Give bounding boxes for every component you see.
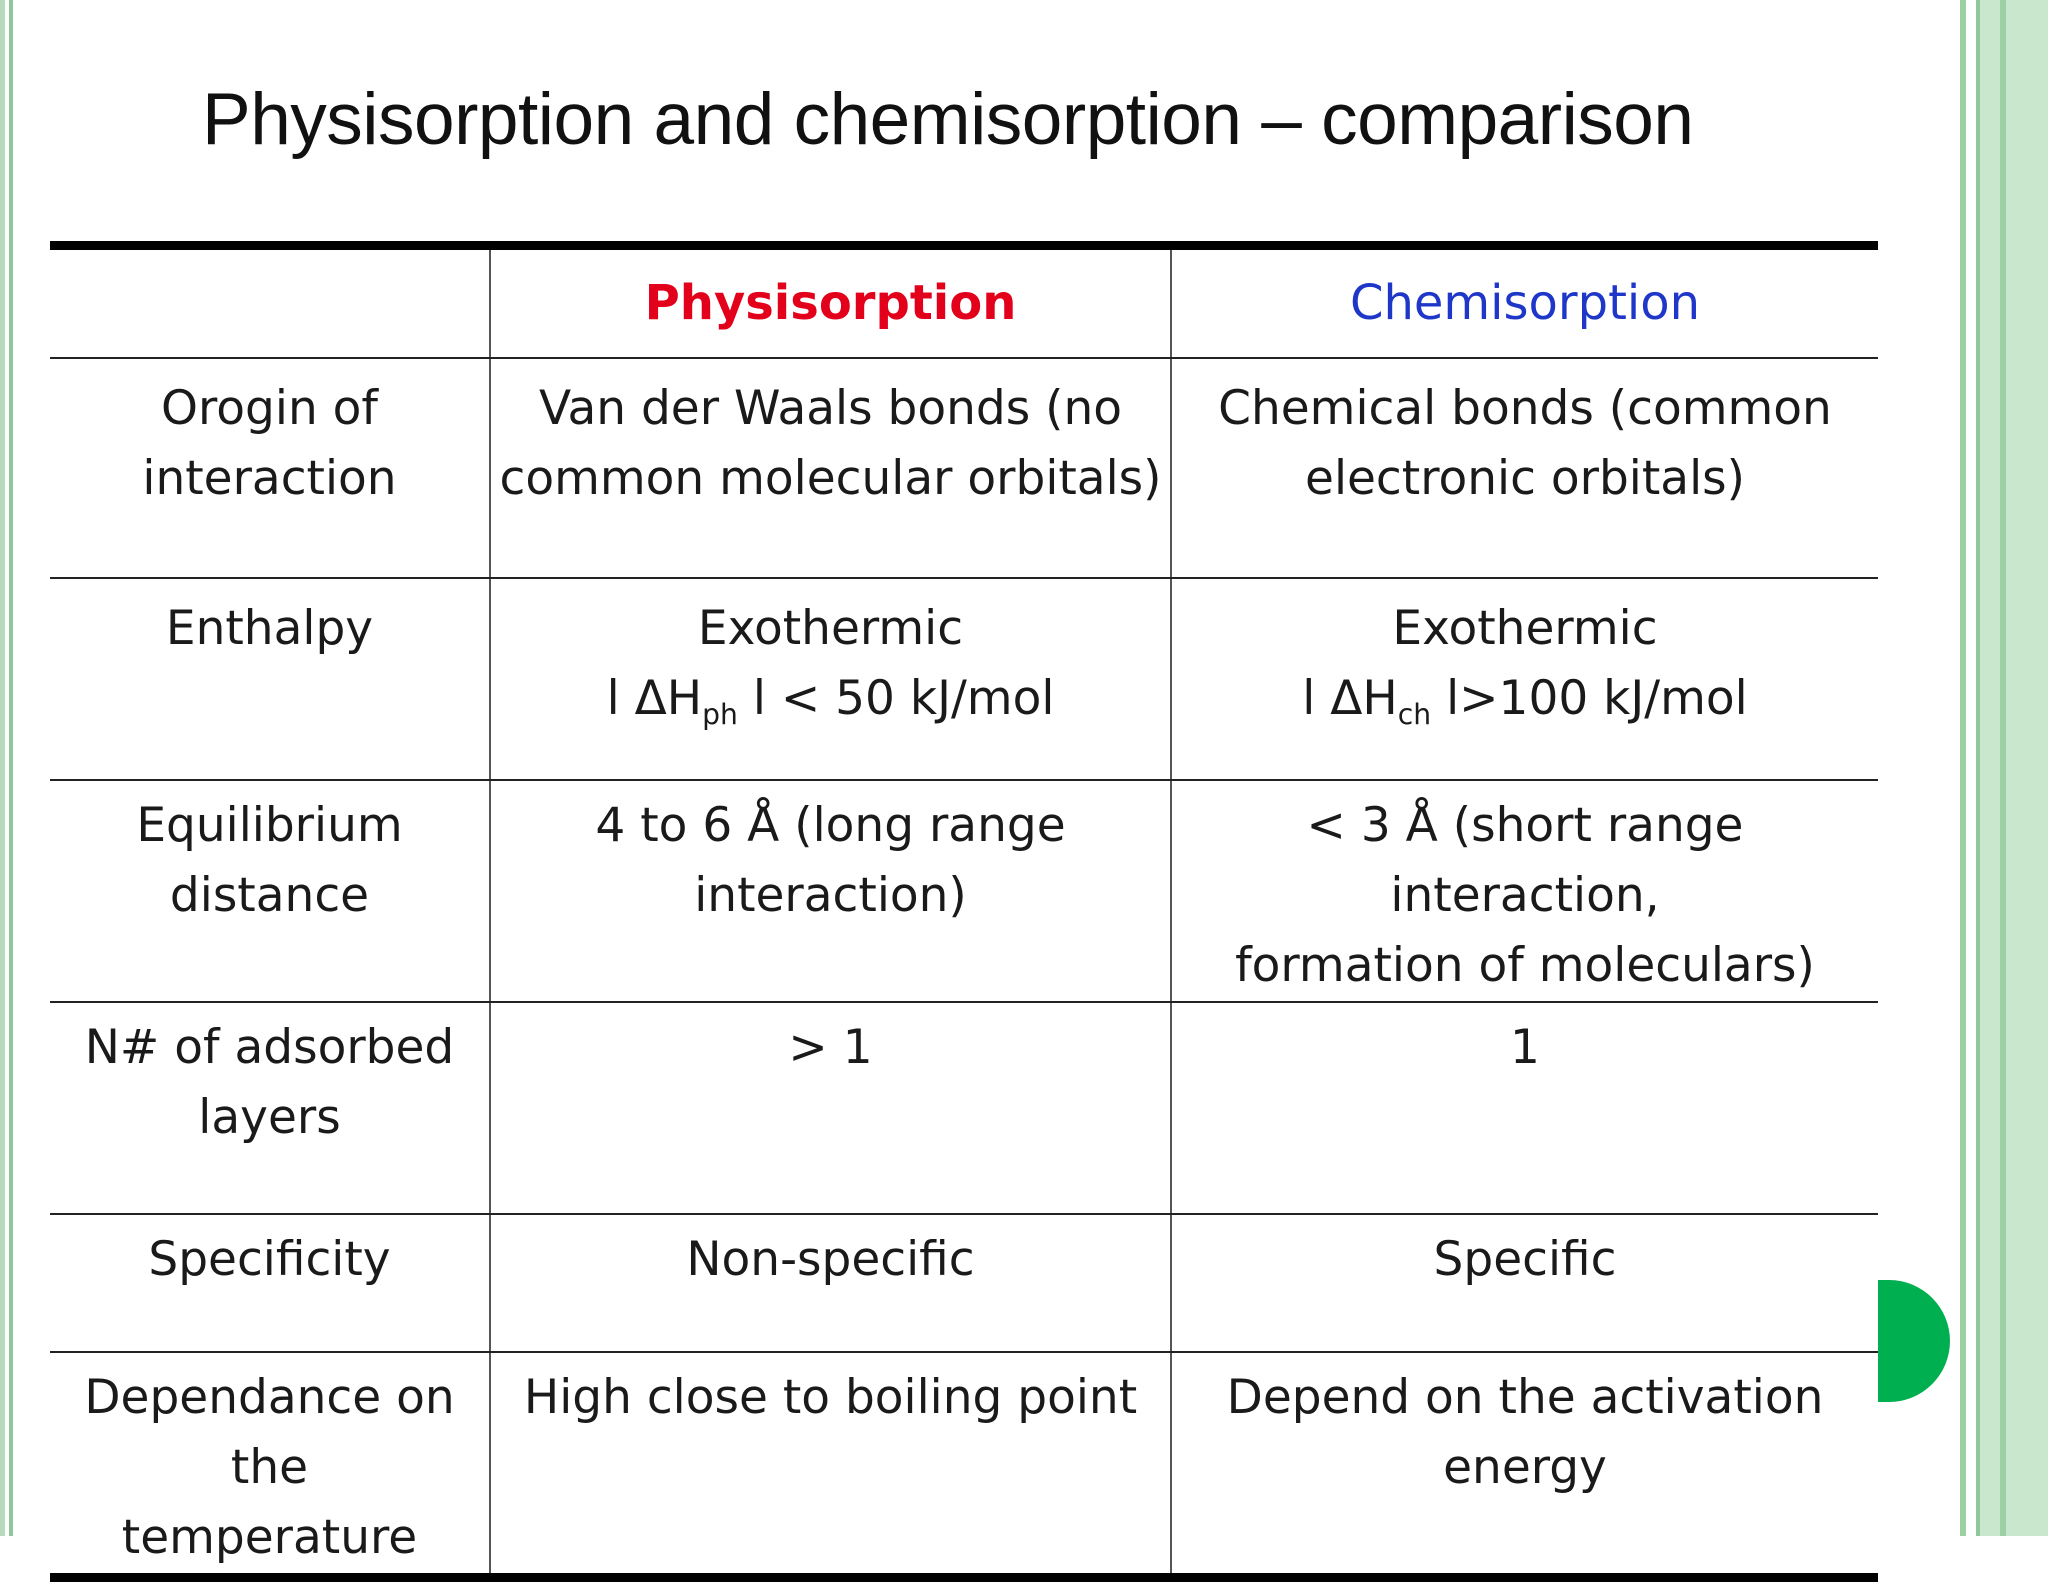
table-row-temperature-dependance <box>50 1352 1878 1578</box>
formula-prefix: l ΔH <box>606 670 703 726</box>
formula-subscript: ch <box>1397 697 1432 731</box>
cell-line: Depend on the activation <box>1226 1369 1824 1425</box>
chemisorption-cell <box>1171 1002 1878 1214</box>
row-label-line: interaction <box>142 450 397 506</box>
formula-suffix: l>100 kJ/mol <box>1431 670 1748 726</box>
row-label <box>50 358 490 578</box>
cell-line: < 3 Å (short range interaction, <box>1306 797 1744 923</box>
header-empty-cell <box>50 246 490 358</box>
row-label <box>50 578 490 780</box>
row-label-line: temperature <box>121 1509 418 1565</box>
chemisorption-cell <box>1171 1352 1878 1578</box>
chemisorption-cell <box>1171 780 1878 1002</box>
table-row-origin <box>50 358 1878 578</box>
formula-suffix: l < 50 kJ/mol <box>737 670 1055 726</box>
slide-right-frame <box>1960 0 2048 1536</box>
chemisorption-cell <box>1171 578 1878 780</box>
row-label-line: Enthalpy <box>165 600 374 656</box>
cell-line: Non-specific <box>686 1231 975 1287</box>
physisorption-cell <box>490 358 1171 578</box>
chemisorption-cell <box>1171 1214 1878 1352</box>
cell-line: energy <box>1443 1439 1607 1495</box>
cell-line: Van der Waals bonds (no <box>538 380 1123 436</box>
cell-line: Exothermic <box>697 600 964 656</box>
cell-line: common molecular orbitals) <box>499 450 1162 506</box>
physisorption-cell <box>490 1002 1171 1214</box>
table-row-equilibrium-distance <box>50 780 1878 1002</box>
comparison-table <box>50 241 1878 1582</box>
cell-line: Specific <box>1433 1231 1617 1287</box>
row-label <box>50 1352 490 1578</box>
cell-line: > 1 <box>788 1019 873 1075</box>
row-label-line: Orogin of <box>161 380 378 436</box>
cell-line: interaction) <box>694 867 967 923</box>
chemisorption-cell <box>1171 358 1878 578</box>
row-label-line: distance <box>169 867 370 923</box>
table-row-enthalpy <box>50 578 1878 780</box>
formula-prefix: l ΔH <box>1302 670 1398 726</box>
formula-subscript: ph <box>702 697 738 731</box>
slide-title: Physisorption and chemisorption – comparison <box>202 79 1694 160</box>
table-row-adsorbed-layers <box>50 1002 1878 1214</box>
enthalpy-formula <box>1176 664 1874 734</box>
cell-line: High close to boiling point <box>523 1369 1138 1425</box>
row-label-line: N# of adsorbed <box>84 1019 455 1075</box>
row-label-line: Equilibrium <box>136 797 403 853</box>
accent-half-circle <box>1878 1280 1950 1402</box>
physisorption-cell <box>490 1214 1171 1352</box>
row-label <box>50 1002 490 1214</box>
row-label-line: Specificity <box>148 1231 391 1287</box>
cell-line: formation of moleculars) <box>1235 937 1815 993</box>
row-label-line: Dependance on the <box>84 1369 455 1495</box>
table-header-row <box>50 246 1878 358</box>
physisorption-cell <box>490 780 1171 1002</box>
header-chemisorption: Chemisorption <box>1171 246 1878 358</box>
cell-line: 4 to 6 Å (long range <box>595 797 1066 853</box>
enthalpy-formula <box>495 664 1166 734</box>
cell-line: 1 <box>1510 1019 1540 1075</box>
header-physisorption: Physisorption <box>490 246 1171 358</box>
row-label <box>50 780 490 1002</box>
slide-left-frame <box>0 0 13 1536</box>
cell-line: Chemical bonds (common <box>1218 380 1832 436</box>
row-label-line: layers <box>198 1089 341 1145</box>
physisorption-cell <box>490 578 1171 780</box>
cell-line: Exothermic <box>1392 600 1658 656</box>
table-row-specificity <box>50 1214 1878 1352</box>
cell-line: electronic orbitals) <box>1305 450 1745 506</box>
physisorption-cell <box>490 1352 1171 1578</box>
row-label <box>50 1214 490 1352</box>
